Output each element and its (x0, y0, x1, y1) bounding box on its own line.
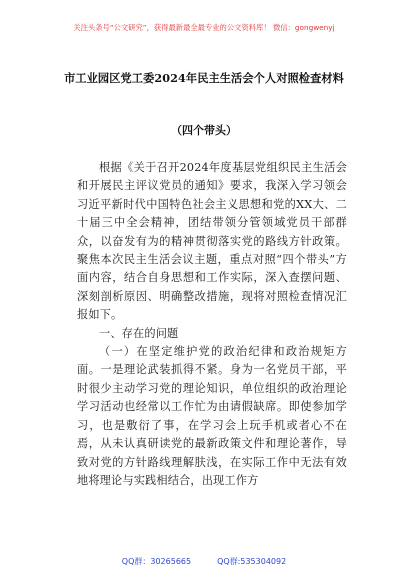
section-heading: 一、存在的问题 (99, 326, 179, 340)
promo-banner: 关注头条号“公文研究”，获得最新最全最专业的公文资料库！ 微信：gongwenyj (73, 23, 335, 32)
document-body (77, 159, 347, 490)
document-subtitle: （四个带头） (171, 124, 237, 137)
intro-paragraph: 根据《关于召开2024年度基层党组织民主生活会和开展民主评议党员的通知》要求，我深入学习领会习近平新时代中国特色社会主义思想和党的XX大、二十届三中全会精神，团结带领分管领域党员干部群众，以奋发有为的精神贯彻落实党的路线方针政策。聚焦本次民主生活会议主题，重点对照“四个带头”方面内容，结合自身思想和工作实际，深入查摆问题、深刻剖析原因、明确整改措施，现将对照检查情况汇报如下。 (77, 161, 347, 322)
contact-footer (0, 556, 408, 567)
document-title: 市工业园区党工委2024年民主生活会个人对照检查材料 (64, 71, 344, 85)
item-one-paragraph: （一）在坚定维护党的政治纪律和政治规矩方面。一是理论武装抓得不紧。身为一名党员干部，平时很少主动学习党的理论知识，单位组织的政治理论学习活动也经常以工作忙为由请假缺席。即使参加学习，也是敷衍了事，在学习会上玩手机或者心不在焉，从未认真研读党的最新政策文件和理论著作，导致对党的方针路线理解肤浅，在实际工作中无法有效地将理论与实践相结合，出现工作方 (77, 345, 347, 487)
qq-group-one: QQ群：30265665 (121, 557, 192, 566)
qq-group-two: QQ群:535304092 (217, 557, 287, 566)
